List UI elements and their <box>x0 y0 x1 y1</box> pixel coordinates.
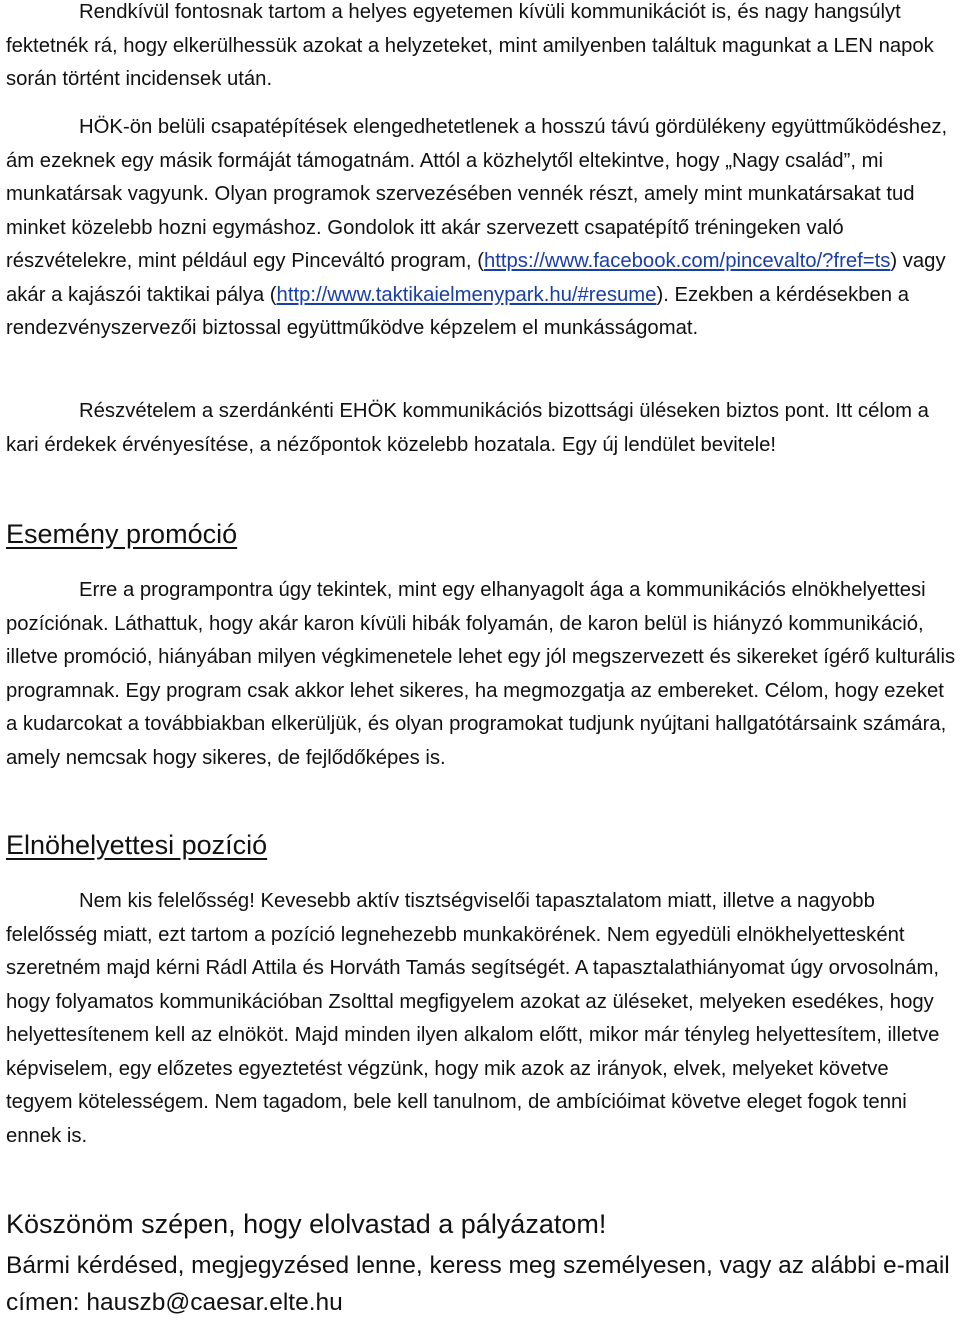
paragraph-team-building <box>6 111 956 346</box>
paragraph-text: HÖK-ön belüli csapatépítések elengedhetetlenek a hosszú távú gördülékeny együttműködéshez, ám ezeknek egy másik formáját támogatnám. Attól a közhelytől eltekintve, hogy „Nagy család”, mi munkatársak vagyunk. Olyan programok szervezésében vennék részt, amely mint munkatársakat tud minket közelebb hozni egymáshoz. Gondolok itt akár szervezett csapatépítő tréningeken való részvételekre, mint például egy Pinceváltó program, ( <box>6 116 948 272</box>
section-heading-event-promotion: Esemény promóció <box>6 519 238 549</box>
paragraph-event-promotion <box>6 574 956 775</box>
paragraph-external-communication <box>6 0 956 97</box>
paragraph-text: ). Ezekben a kérdésekben a rendezvényszervezői biztossal együttműködve képzelem el munkásságomat. <box>6 283 909 339</box>
thanks-heading: Köszönöm szépen, hogy elolvastad a pályázatom! <box>6 1209 607 1239</box>
paragraph-contact: Bármi kérdésed, megjegyzésed lenne, keress meg személyesen, vagy az alábbi e-mail címen: hauszb@caesar.elte.hu <box>6 1252 950 1316</box>
paragraph-text: Nem kis felelősség! Kevesebb aktív tisztségviselői tapasztalatom miatt, illetve a nagyobb felelősség miatt, ezt tartom a pozíció legnehezebb munkakörének. Nem egyedüli elnökhelyettesként szeretném majd kérni Rádl Attila és Horváth Tamás segítségét. A tapasztalathiányomat úgy orvosolnám, hogy folyamatos kommunikációban Zsolttal megfigyelem azokat az üléseket, melyeken esedékes, hogy helyettesítenem kell az elnököt. Majd minden ilyen alkalom előtt, mikor már tényleg helyettesítem, illetve képviselem, egy előzetes egyeztetést végzünk, hogy mik azok az irányok, elvek, melyeket követve tegyem kötelességem. Nem tagadom, bele kell tanulnom, de ambícióimat követve eleget fogok tenni ennek is. <box>6 890 940 1147</box>
pincevalto-link[interactable]: https://www.facebook.com/pincevalto/?fref=ts <box>483 250 891 272</box>
paragraph-text: Rendkívül fontosnak tartom a helyes egyetemen kívüli kommunikációt is, és nagy hangsúlyt fektetnék rá, hogy elkerülhessük azokat a helyzeteket, mint amilyenben találtuk magunkat a LEN napok során történt incidensek után. <box>6 1 934 90</box>
paragraph-text: Erre a programpontra úgy tekintek, mint egy elhanyagolt ága a kommunikációs elnökhelyettesi pozíciónak. Láthattuk, hogy akár karon kívüli hibák folyamán, de karon belül is hiányzó kommunikáció, illetve promóció, hiányában milyen végkimenetele lehet egy jól megszervezett és sikereket ígérő kulturális programnak. Egy program csak akkor lehet sikeres, ha megmozgatja az embereket. Célom, hogy ezeket a kudarcokat a továbbiakban elkerüljük, és olyan programokat tudjunk nyújtani hallgatótársaink számára, amely nemcsak hogy sikeres, de fejlődőképes is. <box>6 579 956 769</box>
paragraph-text: Részvételem a szerdánkénti EHÖK kommunikációs bizottsági üléseken biztos pont. Itt célom a kari érdekek érvényesítése, a nézőpontok közelebb hozatala. Egy új lendület bevitele! <box>6 400 929 456</box>
paragraph-vice-president <box>6 885 956 1153</box>
section-heading-vice-president: Elnöhelyettesi pozíció <box>6 830 268 860</box>
taktikai-palya-link[interactable]: http://www.taktikaielmenypark.hu/#resume <box>276 283 657 306</box>
paragraph-text: ) vagy akár a kajászói taktikai pálya ( <box>6 250 946 306</box>
paragraph-ehok-meetings <box>6 395 956 462</box>
